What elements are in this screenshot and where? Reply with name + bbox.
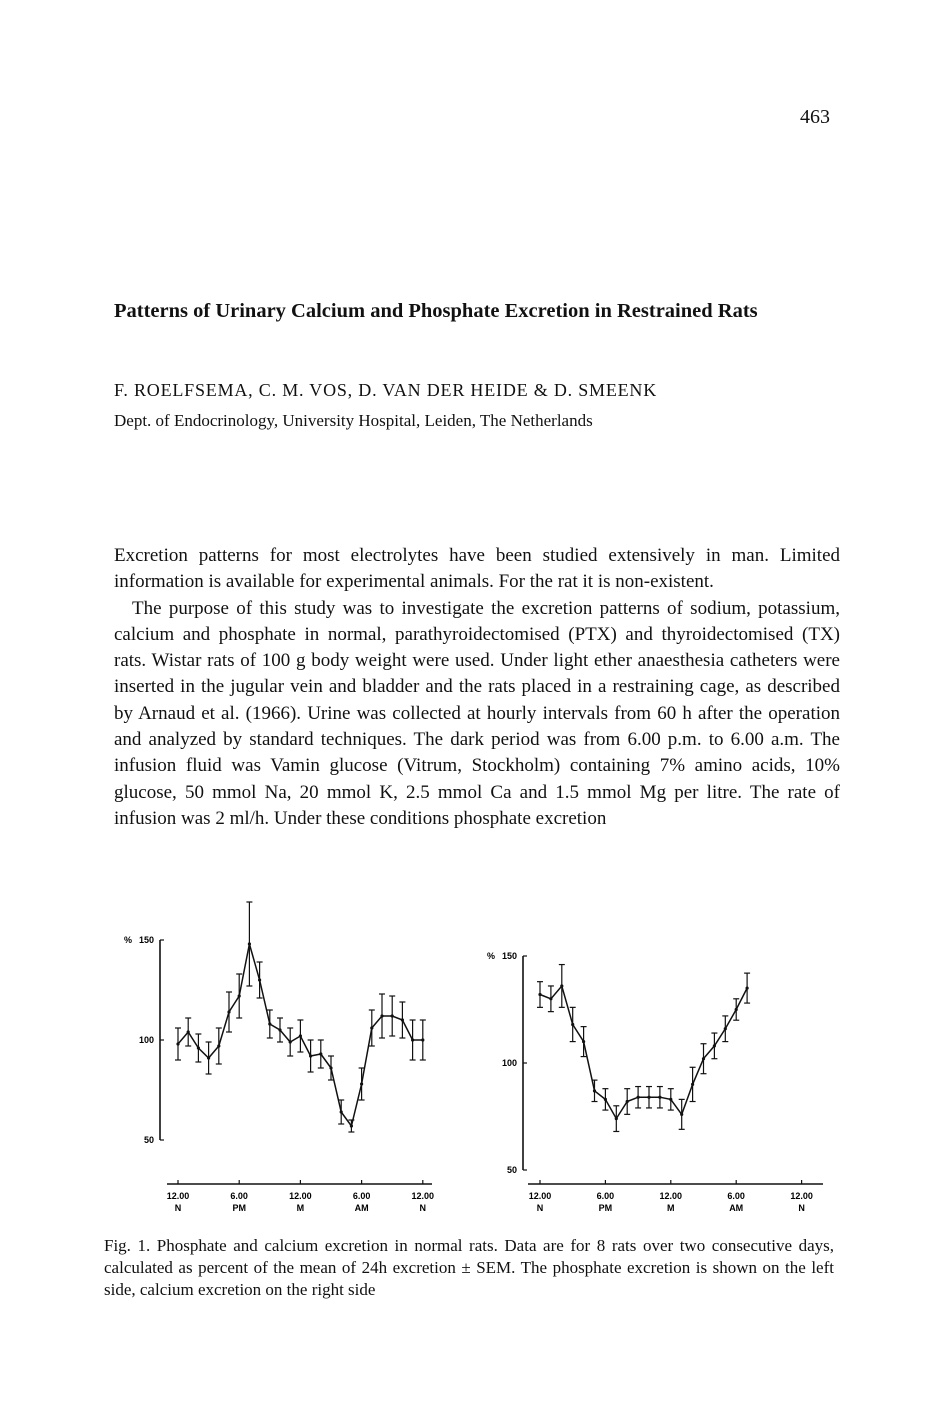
calcium-data-point: [724, 1027, 727, 1030]
phosphate-data-point: [391, 1014, 394, 1017]
phosphate-data-point: [380, 1014, 383, 1017]
phosphate-y-axis-unit: %: [123, 935, 132, 945]
calcium-series-line: [540, 986, 747, 1119]
phosphate-data-point: [238, 994, 241, 997]
figure-caption: Fig. 1. Phosphate and calcium excretion in normal rats. Data are for 8 rats over two consecutive days, calculated as percent of the mean of 24h excretion ± SEM. The phosphate excretion is shown on the left side, calcium excretion on the right side: [104, 1236, 834, 1299]
calcium-data-point: [735, 1008, 738, 1011]
calcium-y-tick-label: 50: [506, 1165, 517, 1175]
calcium-y-axis-unit: %: [486, 951, 495, 961]
phosphate-y-tick-label: 100: [138, 1035, 154, 1045]
phosphate-data-point: [411, 1038, 414, 1041]
paragraph-intro: Excretion patterns for most electrolytes have been studied extensively in man. Limited information is available for experimental animals. For the rat it is non-existent.: [114, 545, 840, 593]
phosphate-data-point: [289, 1040, 292, 1043]
calcium-data-point: [637, 1096, 640, 1099]
phosphate-data-point: [197, 1046, 200, 1049]
calcium-data-point: [680, 1113, 683, 1116]
phosphate-x-tick-sublabel: AM: [354, 1203, 369, 1213]
calcium-data-point: [571, 1023, 574, 1026]
calcium-x-tick-label: 12.00: [528, 1191, 552, 1201]
calcium-data-point: [746, 987, 749, 990]
phosphate-y-tick-label: 150: [138, 935, 154, 945]
paragraph-methods: The purpose of this study was to investigate the excretion patterns of sodium, potassium, calcium and phosphate in normal, parathyroidectomised (PTX) and thyroidectomised (TX) rats. Wistar rats of 100 g body weight were used. Under light ether anaesthesia catheters were inserted in the jugular vein and bladder and the rats placed in a restraining cage, as described by Arnaud et al. (1966). Urine was collected at hourly intervals from 60 h after the operation and analyzed by standard techniques. The dark period was from 6.00 p.m. to 6.00 a.m. The infusion fluid was Vamin glucose (Vitrum, Stockholm) containing 7% amino acids, 10% glucose, 50 mmol Na, 20 mmol K, 2.5 mmol Ca and 1.5 mmol Mg per litre. The rate of infusion was 2 ml/h. Under these conditions phosphate excretion: [114, 597, 840, 829]
calcium-data-point: [691, 1083, 694, 1086]
phosphate-x-tick-sublabel: N: [419, 1203, 427, 1213]
calcium-x-tick-label: 6.00: [727, 1191, 745, 1201]
phosphate-data-point: [207, 1056, 210, 1059]
calcium-x-tick-sublabel: N: [798, 1203, 805, 1213]
calcium-x-tick-sublabel: PM: [598, 1203, 613, 1213]
calcium-chart-svg: [478, 940, 828, 1222]
body-text: [114, 543, 840, 832]
phosphate-data-point: [268, 1022, 271, 1025]
calcium-x-tick-sublabel: AM: [729, 1203, 744, 1213]
phosphate-chart: [112, 900, 442, 1222]
calcium-x-tick-label: 12.00: [790, 1191, 813, 1201]
phosphate-data-point: [217, 1044, 220, 1047]
calcium-data-point: [647, 1096, 650, 1099]
phosphate-x-tick-sublabel: M: [296, 1203, 305, 1213]
affiliation: Dept. of Endocrinology, University Hospital, Leiden, The Netherlands: [114, 411, 593, 430]
phosphate-x-tick-label: 12.00: [289, 1191, 312, 1201]
phosphate-data-point: [421, 1038, 424, 1041]
phosphate-data-point: [258, 978, 261, 981]
phosphate-x-tick-sublabel: PM: [232, 1203, 246, 1213]
calcium-data-point: [615, 1117, 618, 1120]
calcium-chart: [478, 940, 828, 1222]
phosphate-data-point: [187, 1030, 190, 1033]
calcium-data-point: [560, 984, 563, 987]
calcium-data-point: [669, 1098, 672, 1101]
calcium-data-point: [702, 1057, 705, 1060]
phosphate-data-point: [329, 1066, 332, 1069]
calcium-x-tick-sublabel: N: [536, 1203, 544, 1213]
calcium-data-point: [713, 1044, 716, 1047]
calcium-x-tick-sublabel: M: [667, 1203, 675, 1213]
calcium-data-point: [582, 1040, 585, 1043]
phosphate-data-point: [278, 1028, 281, 1031]
phosphate-data-point: [227, 1010, 230, 1013]
phosphate-data-point: [350, 1124, 353, 1127]
phosphate-x-tick-sublabel: N: [174, 1203, 182, 1213]
phosphate-x-tick-label: 6.00: [230, 1191, 248, 1201]
phosphate-data-point: [401, 1018, 404, 1021]
calcium-data-point: [604, 1098, 607, 1101]
paper-title: Patterns of Urinary Calcium and Phosphate Excretion in Restrained Rats: [114, 300, 758, 322]
phosphate-data-point: [360, 1082, 363, 1085]
phosphate-data-point: [248, 942, 251, 945]
author-list: F. ROELFSEMA, C. M. VOS, D. VAN DER HEIDE & D. SMEENK: [114, 380, 658, 400]
page-number: 463: [800, 106, 830, 128]
calcium-y-tick-label: 150: [501, 951, 517, 961]
phosphate-data-point: [370, 1026, 373, 1029]
phosphate-x-tick-label: 12.00: [166, 1191, 190, 1201]
phosphate-chart-svg: [112, 900, 442, 1222]
phosphate-data-point: [309, 1054, 312, 1057]
calcium-data-point: [549, 997, 552, 1000]
phosphate-data-point: [176, 1042, 179, 1045]
phosphate-data-point: [299, 1034, 302, 1037]
calcium-data-point: [658, 1096, 661, 1099]
calcium-y-tick-label: 100: [501, 1058, 517, 1068]
calcium-data-point: [593, 1089, 596, 1092]
calcium-data-point: [626, 1100, 629, 1103]
phosphate-data-point: [340, 1110, 343, 1113]
phosphate-y-tick-label: 50: [143, 1135, 154, 1145]
calcium-data-point: [538, 993, 541, 996]
phosphate-x-tick-label: 6.00: [352, 1191, 371, 1201]
calcium-x-tick-label: 6.00: [596, 1191, 615, 1201]
phosphate-data-point: [319, 1052, 322, 1055]
calcium-x-tick-label: 12.00: [659, 1191, 683, 1201]
phosphate-x-tick-label: 12.00: [411, 1191, 435, 1201]
